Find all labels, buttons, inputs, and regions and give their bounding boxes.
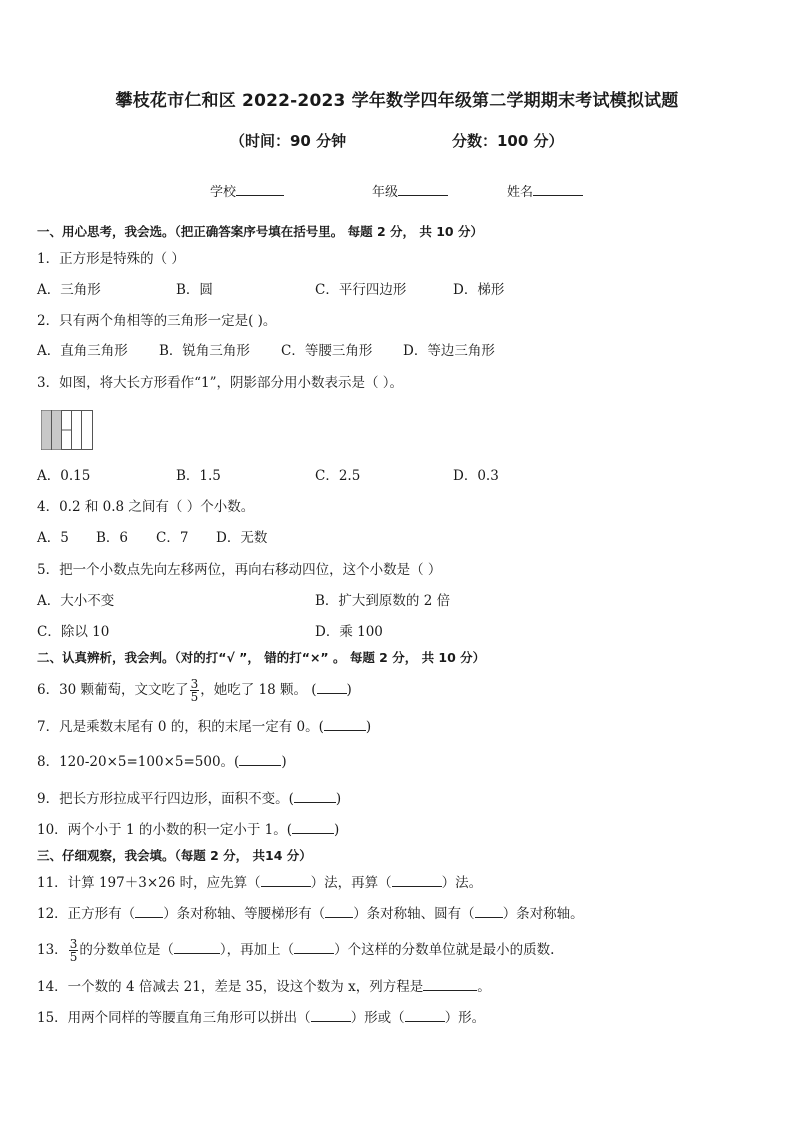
- q2-option-c[interactable]: C．等腰三角形: [281, 343, 373, 359]
- q6-answer-blank[interactable]: [317, 681, 347, 694]
- q3-option-d[interactable]: D．0.3: [453, 468, 499, 484]
- q11-blank-2[interactable]: [392, 874, 442, 887]
- q9-answer-blank[interactable]: [294, 790, 336, 803]
- q4-stem: 4．0.2 和 0.8 之间有（ ）个小数。: [37, 499, 255, 515]
- q8-line: 8．120-20×5=100×5=500。( ): [37, 754, 287, 770]
- q10-answer-blank[interactable]: [292, 821, 334, 834]
- exam-score: 分数：100 分）: [452, 132, 564, 150]
- q5-option-b[interactable]: B．扩大到原数的 2 倍: [315, 593, 451, 609]
- q14-line: 14．一个数的 4 倍减去 21，差是 35，设这个数为 x，列方程是 。: [37, 979, 491, 995]
- q3-rectangle-figure: [41, 410, 93, 450]
- section-1-heading: 一、用心思考，我会选。（把正确答案序号填在括号里。 每题 2 分， 共 10 分）: [37, 224, 483, 239]
- q7-answer-blank[interactable]: [324, 718, 366, 731]
- grade-blank[interactable]: [398, 183, 448, 196]
- q1-option-c[interactable]: C．平行四边形: [315, 282, 407, 298]
- q15-blank-2[interactable]: [405, 1009, 445, 1022]
- q3-option-c[interactable]: C．2.5: [315, 468, 361, 484]
- q3-option-a[interactable]: A．0.15: [37, 468, 91, 484]
- school-blank[interactable]: [236, 183, 284, 196]
- q4-option-d[interactable]: D．无数: [216, 530, 268, 546]
- name-blank[interactable]: [533, 183, 583, 196]
- q9-line: 9．把长方形拉成平行四边形，面积不变。( ): [37, 791, 342, 807]
- section-3-heading: 三、仔细观察，我会填。（每题 2 分， 共14 分）: [37, 848, 312, 863]
- q3-option-b[interactable]: B．1.5: [176, 468, 221, 484]
- q4-option-c[interactable]: C．7: [156, 530, 189, 546]
- q3-stem: 3．如图，将大长方形看作“1”，阴影部分用小数表示是（ ）。: [37, 375, 404, 391]
- q12-line: 12．正方形有（ ）条对称轴、等腰梯形有（ ）条对称轴、圆有（ ）条对称轴。: [37, 906, 584, 922]
- q1-stem: 1．正方形是特殊的（ ）: [37, 251, 185, 267]
- q11-blank-1[interactable]: [261, 874, 311, 887]
- q13-fraction: $\frac{3}{5}$: [69, 937, 78, 964]
- q15-line: 15．用两个同样的等腰直角三角形可以拼出（ ）形或（ ）形。: [37, 1010, 486, 1026]
- q12-blank-1[interactable]: [135, 905, 163, 918]
- q13-blank-2[interactable]: [294, 941, 334, 954]
- q8-answer-blank[interactable]: [239, 753, 281, 766]
- q2-option-b[interactable]: B．锐角三角形: [159, 343, 250, 359]
- page-title: 攀枝花市仁和区 2022-2023 学年数学四年级第二学期期末考试模拟试题: [115, 91, 679, 111]
- grade-field: 年级: [372, 181, 448, 200]
- q10-line: 10．两个小于 1 的小数的积一定小于 1。( ): [37, 822, 340, 838]
- q6-line: 6．30 颗葡萄，文文吃了 $\frac{3}{5}$ ，她吃了 18 颗。 ( ): [37, 677, 352, 704]
- q1-option-b[interactable]: B．圆: [176, 282, 213, 298]
- q12-blank-2[interactable]: [325, 905, 353, 918]
- q12-blank-3[interactable]: [475, 905, 503, 918]
- q13-line: 13． $\frac{3}{5}$ 的分数单位是（ ），再加上（ ）个这样的分数单位就是最小的质数.: [37, 937, 555, 964]
- q11-line: 11．计算 197＋3×26 时，应先算（ ）法，再算（ ）法。: [37, 875, 483, 891]
- school-field: 学校: [210, 181, 284, 200]
- q5-option-c[interactable]: C．除以 10: [37, 624, 110, 640]
- q15-blank-1[interactable]: [311, 1009, 351, 1022]
- section-2-heading: 二、认真辨析，我会判。（对的打“√ ”， 错的打“×” 。 每题 2 分， 共 10 分）: [37, 650, 486, 665]
- q5-option-d[interactable]: D．乘 100: [315, 624, 383, 640]
- q2-option-a[interactable]: A．直角三角形: [37, 343, 128, 359]
- q1-option-a[interactable]: A．三角形: [37, 282, 101, 298]
- q7-line: 7．凡是乘数末尾有 0 的，积的末尾一定有 0。( ): [37, 719, 372, 735]
- q4-option-a[interactable]: A．5: [37, 530, 69, 546]
- q5-option-a[interactable]: A．大小不变: [37, 593, 115, 609]
- q2-option-d[interactable]: D．等边三角形: [403, 343, 495, 359]
- q1-option-d[interactable]: D．梯形: [453, 282, 505, 298]
- q14-answer-blank[interactable]: [423, 978, 477, 991]
- q13-blank-1[interactable]: [174, 941, 220, 954]
- q2-stem: 2．只有两个角相等的三角形一定是( )。: [37, 313, 277, 329]
- name-field: 姓名: [507, 181, 583, 200]
- q4-option-b[interactable]: B．6: [96, 530, 129, 546]
- exam-time: （时间：90 分钟: [230, 132, 347, 150]
- q5-stem: 5．把一个小数点先向左移两位，再向右移动四位，这个小数是（ ）: [37, 562, 442, 578]
- q6-fraction: $\frac{3}{5}$: [190, 677, 199, 704]
